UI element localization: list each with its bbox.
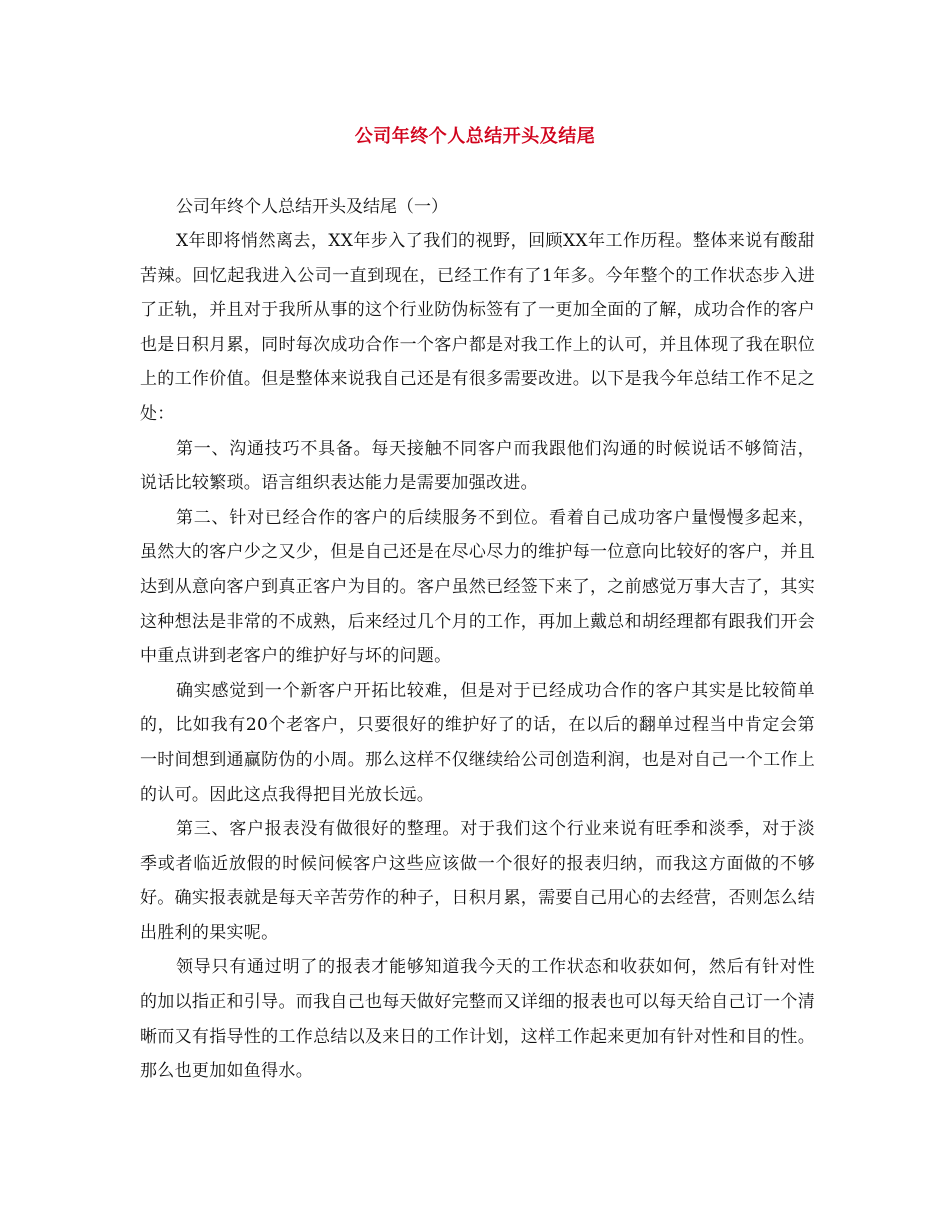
paragraph-intro: X年即将悄然离去，XX年步入了我们的视野，回顾XX年工作历程。整体来说有酸甜苦辣。回忆起我进入公司一直到现在，已经工作有了1年多。今年整个的工作状态步入进了正轨，并且对于我所从事的这个行业防伪标签有了一更加全面的了解，成功合作的客户也是日积月累，同时每次成功合作一个客户都是对我工作上的认可，并且体现了我在职位上的工作价值。但是整体来说我自己还是有很多需要改进。以下是我今年总结工作不足之处：	[140, 231, 815, 424]
paragraph-point-1: 第一、沟通技巧不具备。每天接触不同客户而我跟他们沟通的时候说话不够简洁，说话比较繁琐。语言组织表达能力是需要加强改进。	[140, 438, 815, 494]
paragraph-point-3: 第三、客户报表没有做很好的整理。对于我们这个行业来说有旺季和淡季，对于淡季或者临近放假的时候问候客户这些应该做一个很好的报表归纳，而我这方面做的不够好。确实报表就是每天辛苦劳作的种子，日积月累，需要自己用心的去经营，否则怎么结出胜利的果实呢。	[140, 819, 815, 943]
document-title: 公司年终个人总结开头及结尾	[354, 126, 596, 147]
document-body	[140, 190, 815, 1089]
paragraph-point-2: 第二、针对已经合作的客户的后续服务不到位。看着自己成功客户量慢慢多起来，虽然大的客户少之又少，但是自己还是在尽心尽力的维护每一位意向比较好的客户，并且达到从意向客户到真正客户为目的。客户虽然已经签下来了，之前感觉万事大吉了，其实这种想法是非常的不成熟，后来经过几个月的工作，再加上戴总和胡经理都有跟我们开会中重点讲到老客户的维护好与坏的问题。	[140, 507, 815, 667]
paragraph-point-3-detail: 领导只有通过明了的报表才能够知道我今天的工作状态和收获如何，然后有针对性的加以指正和引导。而我自己也每天做好完整而又详细的报表也可以每天给自己订一个清晰而又有指导性的工作总结以及来日的工作计划，这样工作起来更加有针对性和目的性。那么也更加如鱼得水。	[140, 957, 815, 1082]
paragraph-point-2-detail: 确实感觉到一个新客户开拓比较难，但是对于已经成功合作的客户其实是比较简单的，比如我有20个老客户，只要很好的维护好了的话，在以后的翻单过程当中肯定会第一时间想到通赢防伪的小周。那么这样不仅继续给公司创造利润，也是对自己一个工作上的认可。因此这点我得把目光放长远。	[140, 680, 815, 805]
section-subtitle: 公司年终个人总结开头及结尾（一）	[176, 197, 448, 217]
